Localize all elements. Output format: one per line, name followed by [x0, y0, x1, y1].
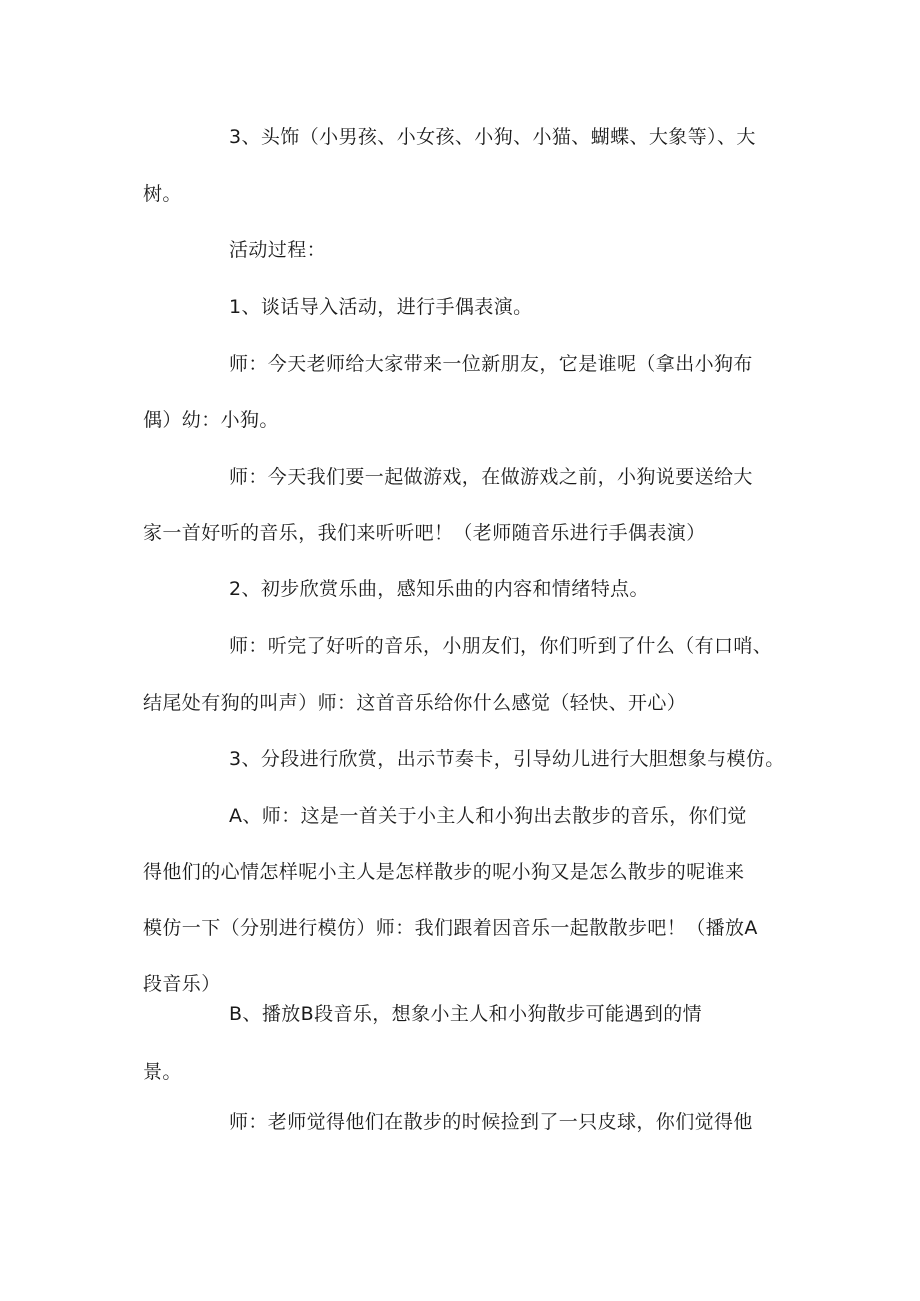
text-line-16: 段音乐） [143, 973, 221, 995]
text-line-3: 活动过程： [229, 239, 327, 261]
text-line-6: 偶）幼：小狗。 [143, 409, 279, 431]
text-line-13: A、师：这是一首关于小主人和小狗出去散步的音乐，你们觉 [229, 805, 747, 827]
text-line-14: 得他们的心情怎样呢小主人是怎样散步的呢小狗又是怎么散步的呢谁来 [143, 861, 745, 883]
text-line-10: 师：听完了好听的音乐，小朋友们，你们听到了什么（有口哨、 [229, 635, 773, 657]
text-line-5: 师：今天老师给大家带来一位新朋友，它是谁呢（拿出小狗布 [229, 353, 753, 375]
text-line-11: 结尾处有狗的叫声）师：这首音乐给你什么感觉（轻快、开心） [143, 692, 687, 714]
text-line-1: 3、头饰（小男孩、小女孩、小狗、小猫、蝴蝶、大象等）、大 [229, 126, 756, 148]
text-line-8: 家一首好听的音乐，我们来听听吧！（老师随音乐进行手偶表演） [143, 522, 706, 544]
text-line-17: B、播放B段音乐，想象小主人和小狗散步可能遇到的情 [229, 1003, 703, 1025]
text-line-18: 景。 [143, 1061, 182, 1083]
text-line-15: 模仿一下（分别进行模仿）师：我们跟着因音乐一起散散步吧！（播放A [143, 917, 758, 939]
text-line-7: 师：今天我们要一起做游戏，在做游戏之前，小狗说要送给大 [229, 466, 753, 488]
text-line-9: 2、初步欣赏乐曲，感知乐曲的内容和情绪特点。 [229, 578, 649, 600]
text-line-4: 1、谈话导入活动，进行手偶表演。 [229, 296, 533, 318]
text-line-19: 师：老师觉得他们在散步的时候捡到了一只皮球，你们觉得他 [229, 1111, 753, 1133]
text-line-2: 树。 [143, 183, 182, 205]
text-line-12: 3、分段进行欣赏，出示节奏卡，引导幼儿进行大胆想象与模仿。 [229, 748, 785, 770]
